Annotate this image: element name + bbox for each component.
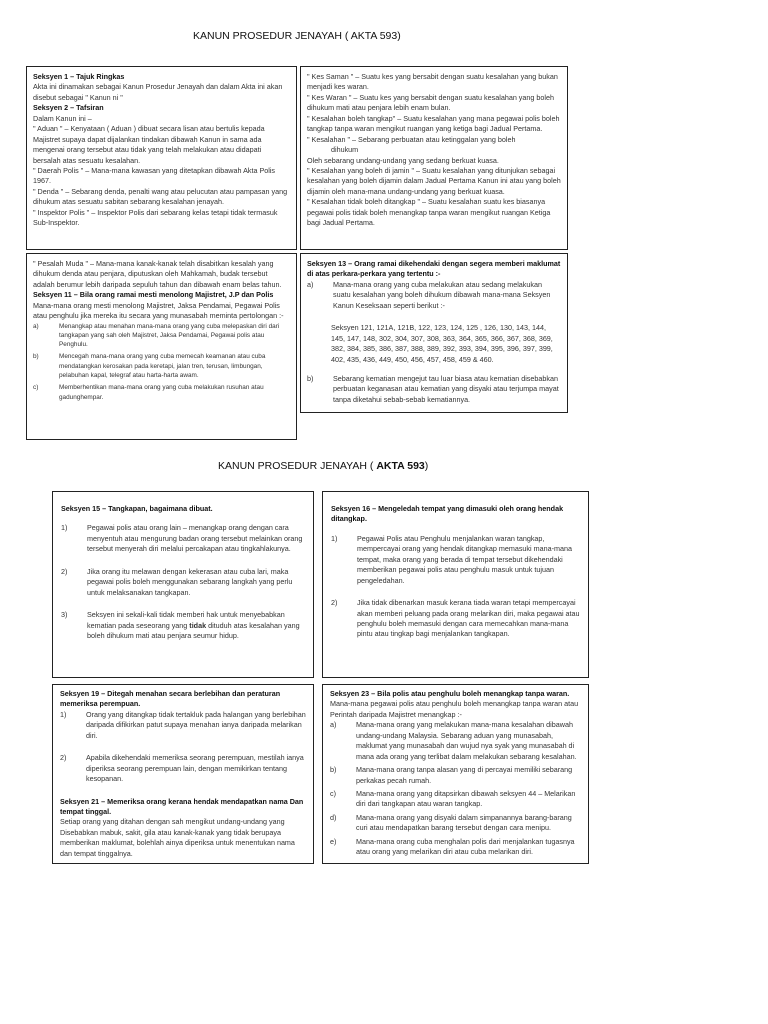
section-13-heading: Seksyen 13 – Orang ramai dikehendaki dengan segera memberi maklumat di atas perkara-perkara yang tertentu :- [307,259,561,279]
list-item: b) Sebarang kematian mengejut tau luar biasa atau kematian disebabkan perbuatan keganasan atau kematian yang disyaki atau terjumpa mayat tanpa diketahui sebab-sebab kematiannya. [307,373,559,404]
list-item: b) Mana-mana orang tanpa alasan yang di percayai memiliki sebarang perkakas pecah rumah. [330,765,573,785]
definition-kesalahan: " Kesalahan " – Sebarang perbuatan atau ketinggalan yang boleh [307,134,516,144]
definition-intro: Dalam Kanun ini – [33,113,92,123]
section-21-heading: Seksyen 21 – Memeriksa orang kerana hendak mendapatkan nama Dan tempat tinggal. [60,796,304,816]
list-item: a) Mana-mana orang yang cuba melakukan atau sedang melakukan suatu kesalahan yang boleh dihukum dibawah mana-mana Seksyen Kanun Keseksaan seperti berikut :- [307,279,551,310]
definition-pesalah-muda: " Pesalah Muda " – Mana-mana kanak-kanak telah disabitkan kesalah yang dihukum denda atau penjara, diputuskan oleh Mahkamah, budak tersebut adalah berumur lebih daripada sepuluh tahun dan dibawah enam belas tahun. [33,259,282,289]
section-box-23 [322,684,589,864]
list-item: c) Mana-mana orang yang ditapsirkan dibawah seksyen 44 – Melarikan diri dari tangkapan atau waran tangkap. [330,788,576,809]
section-1-text: Akta ini dinamakan sebagai Kanun Prosedur Jenayah dan dalam Akta ini akan disebut sebagai " Kanun ni " [33,82,283,102]
page-title-top: KANUN PROSEDUR JENAYAH ( AKTA 593) [193,30,401,42]
definition-kesalahan-cont: dihukum [331,145,359,155]
list-item: e) Mana-mana orang cuba menghalan polis dari menjalankan tugasnya atau orang yang melarikan diri atau cuba melarikan diri. [330,836,575,857]
section-box-15 [52,491,314,678]
definition-aduan: " Aduan " – Kenyataan ( Aduan ) dibuat secara lisan atau bertulis kepada Majistret supaya dapat dijalankan tindakan dibawah Kanun in sama ada mengenai orang tersebut atau tidak yang telah melakukan atau didapati bersalah atas sesuatu kesalahan. [33,124,265,165]
list-item: a) Mana-mana orang yang melakukan mana-mana kesalahan dibawah undang-undang Malaysia. Sebarang aduan yang munasabah, maklumat yang munasabah dan wujud nya syak yang munasabah di mana ada orang yang terlibat dalam melakukan sebarang kesalahan. [330,720,577,761]
definition-kes-saman: " Kes Saman " – Suatu kes yang bersabit dengan suatu kesalahan yang bukan menjadi kes waran. [307,72,558,92]
definition-boleh-jamin: " Kesalahan yang boleh di jamin " – Suatu kesalahan yang ditunjukan sebagai kesalahan yang boleh dijamin dalam Jadual Pertama Kanun ini atau yang boleh dijamin oleh mana-mana undang-undang yang berkuat kuasa. [307,165,561,196]
list-item: 2) Jika orang itu melawan dengan kekerasan atau cuba lari, maka pegawai polis boleh menggunakan sebarang langkah yang perlu untuk melaksanakan tangkapan. [61,566,293,597]
section-box-11 [26,253,297,440]
list-item: c) Memberhentikan mana-mana orang yang cuba melakukan rusuhan atau gadunghempar. [33,384,264,401]
section-2-heading: Seksyen 2 – Tafsiran [33,103,104,113]
list-item: 1) Pegawai Polis atau Penghulu menjalankan waran tangkap, mempercayai orang yang hendak ditangkap memasuki mana-mana tempat, maka orang yang berada di tempat tersebut dikehendaki memberikan pegawai polis atau penghulu masuk untuk tujuan pengeledahan. [331,533,572,585]
section-16-heading: Seksyen 16 – Mengeledah tempat yang dimasuki oleh orang hendak ditangkap. [331,504,564,524]
section-11-heading: Seksyen 11 – Bila orang ramai mesti menolong Majistret, J.P dan Polis [33,290,274,300]
definition-denda: " Denda " – Sebarang denda, penalti wang atau pelucutan atau pampasan yang dihukum atas sesuatu sabitan sebarang kesalahan jenayah. [33,186,288,207]
page-title-second: KANUN PROSEDUR JENAYAH ( AKTA 593) [218,460,429,472]
definition-tidak-boleh-tangkap: " Kesalahan tidak boleh ditangkap " – Suatu kesalahan suatu kes biasanya pegawai polis tidak boleh menangkap tanpa waran mengikut ruangan Ketiga bagi Jadual Pertama. [307,197,551,228]
definition-kes-waran: " Kes Waran " – Suatu kes yang bersabit dengan suatu kesalahan yang boleh dihukum mati atau penjara lebih enam bulan. [307,92,554,113]
section-box-16 [322,491,589,678]
section-23-heading: Seksyen 23 – Bila polis atau penghulu boleh menangkap tanpa waran. [330,689,570,698]
definition-kesalahan-line2: Oleh sebarang undang-undang yang sedang berkuat kuasa. [307,155,499,165]
definition-boleh-tangkap: " Kesalahan boleh tangkap" – Suatu kesalahan yang mana pegawai polis boleh tangkap tanpa waran mengikut ruangan yang ketiga bagi Jadual Pertama. [307,113,560,134]
section-list: Seksyen 121, 121A, 121B, 122, 123, 124, 125 , 126, 130, 143, 144, 145, 147, 148, 302, 304, 307, 308, 363, 364, 365, 366, 367, 368, 369, 382, 384, 385, 386, 387, 388, 389, 392, 393, 394, 395, 396, 397, 399, 402, 435, 436, 449, 450, 456, 457, 458, 459 & 460. [331,323,553,364]
list-item: 2) Jika tidak dibenarkan masuk kerana tiada waran tetapi mempercayai akan memberi peluang pada orang melarikan diri, maka pegawai atau penghulu boleh memasuki dengan cara memecahkan mana-mana pintu atau tingkap bagi menjalankan tangkapan. [331,598,580,639]
section-15-heading: Seksyen 15 – Tangkapan, bagaimana dibuat. [61,504,213,513]
section-11-text: Mana-mana orang mesti menolong Majistret, Jaksa Pendamai, Pegawai Polis atau penghulu jika mereka itu secara yang munasabah meminta pertolongan :- [33,300,284,321]
definition-daerah-polis: " Daerah Polis " – Mana-mana kawasan yang ditetapkan dibawah Akta Polis 1967. [33,165,276,186]
section-box-1-2 [26,66,297,250]
section-19-heading: Seksyen 19 – Ditegah menahan secara berlebihan dan peraturan memeriksa perempuan. [60,689,281,709]
definition-inspektor: " Inspektor Polis " – Inspektor Polis dari sebarang kelas tetapi tidak termasuk Sub-Inspektor. [33,207,278,228]
list-item: 1) Orang yang ditangkap tidak tertakluk pada halangan yang berlebihan daripada difikirkan patut supaya menahan ianya daripada melarikan diri. [60,709,306,740]
section-21-text: Setiap orang yang ditahan dengan sah mengikut undang-undang yang Disebabkan mabuk, sakit, gila atau kanak-kanak yang tidak berupaya memberikan maklumat, bolehlah ainya diperiksa untuk menentukan nama dan tempat tinggalnya. [60,817,295,858]
list-item: 3) Seksyen ini sekali-kali tidak memberi hak untuk menyebabkan kematian pada seseorang yang tidak dituduh atas kesalahan yang boleh dihukum mati atau penjara seumur hidup. [61,610,300,640]
list-item: 1) Pegawai polis atau orang lain – menangkap orang dengan cara menyentuh atau mengurung badan orang tersebut melainkan orang tersebut menyerah diri melalui percakapan atau tingkahlakunya. [61,523,303,554]
section-23-intro: Mana-mana pegawai polis atau penghulu boleh menangkap tanpa waran atau [330,699,579,709]
section-1-heading: Seksyen 1 – Tajuk Ringkas [33,72,125,81]
definitions-box [300,66,568,250]
section-box-13 [300,253,568,413]
list-item: 2) Apabila dikehendaki memeriksa seorang perempuan, mestilah ianya diperiksa seorang perempuan lain, dengan memikirkan tentang kesopanan. [60,753,304,784]
list-item: d) Mana-mana orang yang disyaki dalam simpanannya barang-barang curi atau mendapatkan barang tersebut dengan cara menipu. [330,812,572,833]
list-item: a) Menangkap atau menahan mana-mana orang yang cuba melepaskan diri dari tangkapan yang sah oleh Majistret, Jaksa Pendamai, Pegawai polis atau Penghulu. [33,322,280,349]
section-23-intro-line2: Perintah daripada Majistret menangkap :- [330,709,462,719]
list-item: b) Mencegah mana-mana orang yang cuba memecah keamanan atau cuba mendatangkan kerosakan pada keretapi, jalan tren, terusan, limbungan, pelabuhan kapal, telegraf atau harta-harta awam. [33,353,266,380]
section-box-19-21 [52,684,314,864]
